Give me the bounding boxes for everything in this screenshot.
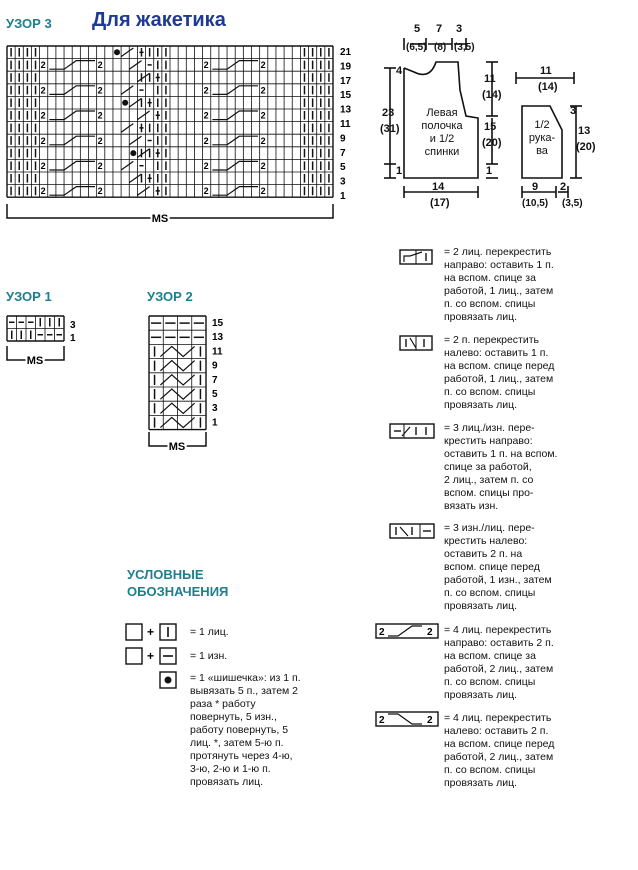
- pattern2-title: УЗОР 2: [147, 289, 193, 304]
- pattern3-row-number-9: 9: [340, 133, 346, 145]
- svg-text:2: 2: [97, 85, 103, 96]
- svg-text:2: 2: [40, 110, 46, 121]
- pattern3-ms-bracket: [7, 204, 333, 225]
- garment-schematic: [370, 18, 638, 218]
- svg-text:+: +: [147, 625, 155, 639]
- legend-symbols-right: [372, 240, 444, 740]
- pattern3-row-number-1: 1: [340, 191, 346, 202]
- pattern2-row-number-13: 13: [212, 332, 224, 344]
- sleeve-label: 1/2 рука-ва: [528, 119, 556, 157]
- svg-text:2: 2: [40, 161, 46, 171]
- pattern2-row-number-9: 9: [212, 360, 218, 372]
- svg-text:MS: MS: [26, 355, 44, 367]
- page-title: Для жакетика: [92, 9, 226, 31]
- svg-text:(3,5): (3,5): [562, 198, 583, 209]
- svg-text:5: 5: [414, 23, 421, 35]
- pattern2-row-number-5: 5: [212, 389, 218, 400]
- svg-text:2: 2: [260, 60, 266, 71]
- pattern3-row-number-7: 7: [340, 147, 346, 159]
- svg-text:2: 2: [97, 110, 103, 121]
- svg-text:14: 14: [432, 181, 445, 193]
- legend-c4r-text: = 4 лиц. перекрестить направо: оставить 2 п. на вспом. спице за работой, 2 лиц., затем п. со вспом. спицы провязать лиц.: [444, 624, 554, 701]
- pattern3-row-number-13: 13: [340, 104, 352, 116]
- svg-text:+: +: [147, 649, 155, 663]
- svg-text:2: 2: [97, 186, 103, 197]
- svg-text:(6,5): (6,5): [406, 42, 427, 53]
- svg-text:11: 11: [484, 73, 496, 85]
- svg-text:(14): (14): [538, 81, 558, 93]
- legend-c3r-text: = 3 лиц./изн. пере- крестить направо: оставить 1 п. на вспом. спице за работой, 2 лиц., затем п. со вспом. спицы про- вязать изн.: [444, 422, 558, 512]
- pattern2-row-number-1: 1: [212, 417, 218, 429]
- svg-text:2: 2: [97, 161, 103, 171]
- svg-text:2: 2: [260, 110, 266, 121]
- pattern3-row-number-17: 17: [340, 75, 352, 87]
- svg-text:2: 2: [40, 186, 46, 197]
- pattern3-row-numbers: [340, 47, 352, 202]
- svg-text:1: 1: [396, 165, 403, 177]
- svg-text:2: 2: [260, 186, 266, 197]
- svg-text:(31): (31): [380, 123, 400, 135]
- legend-c2r-text: = 2 лиц. перекрестить направо: оставить 1 п. на вспом. спице за работой, 1 лиц., затем п. со вспом. спицы провязать лиц.: [444, 246, 554, 323]
- svg-text:2: 2: [260, 135, 266, 146]
- svg-text:2: 2: [560, 181, 567, 193]
- svg-text:(17): (17): [430, 197, 450, 209]
- pattern3-row-number-21: 21: [340, 47, 352, 58]
- svg-text:(14): (14): [482, 89, 502, 101]
- svg-text:3: 3: [70, 320, 76, 331]
- pattern2-row-number-11: 11: [212, 346, 223, 358]
- svg-text:1: 1: [486, 165, 493, 177]
- pattern3-row-number-11: 11: [340, 119, 351, 130]
- svg-text:MS: MS: [168, 441, 186, 453]
- svg-text:11: 11: [540, 65, 552, 77]
- pattern3-grid: [7, 46, 333, 197]
- svg-text:4: 4: [396, 65, 403, 77]
- svg-text:2: 2: [427, 627, 433, 638]
- pattern2-row-number-7: 7: [212, 374, 218, 386]
- legend-title: УСЛОВНЫЕ ОБОЗНАЧЕНИЯ: [127, 567, 229, 599]
- svg-text:2: 2: [203, 60, 209, 71]
- svg-text:(20): (20): [482, 137, 502, 149]
- pattern3-row-number-3: 3: [340, 176, 346, 188]
- svg-text:13: 13: [578, 125, 591, 137]
- svg-text:7: 7: [436, 23, 443, 35]
- svg-text:2: 2: [40, 85, 46, 96]
- pattern1-title: УЗОР 1: [6, 289, 52, 304]
- svg-text:2: 2: [97, 135, 103, 146]
- svg-text:2: 2: [40, 60, 46, 71]
- svg-text:(20): (20): [576, 141, 596, 153]
- svg-text:(8): (8): [434, 42, 447, 53]
- legend-c4l-text: = 4 лиц. перекрестить налево: оставить 2 п. на вспом. спице перед работой, 2 лиц., затем п. со вспом. спицы провязать лиц.: [444, 712, 555, 789]
- pattern3-row-number-5: 5: [340, 162, 346, 174]
- svg-text:2: 2: [203, 135, 209, 146]
- pattern3-row-number-15: 15: [340, 90, 352, 102]
- pattern3-title: УЗОР 3: [6, 16, 52, 31]
- svg-text:2: 2: [427, 715, 433, 726]
- svg-text:2: 2: [260, 161, 266, 171]
- pattern3-ms-label: MS: [151, 213, 169, 225]
- svg-text:2: 2: [379, 627, 385, 638]
- pattern2-row-number-15: 15: [212, 318, 224, 329]
- legend-c2l-text: = 2 п. перекрестить налево: оставить 1 п. на вспом. спице перед работой, 1 лиц., затем п. со вспом. спицы провязать лиц.: [444, 334, 555, 411]
- pattern3-row-number-19: 19: [340, 61, 352, 73]
- svg-text:(3,5): (3,5): [454, 42, 475, 53]
- svg-text:3: 3: [456, 23, 463, 35]
- svg-text:2: 2: [203, 161, 209, 171]
- svg-text:(10,5): (10,5): [522, 198, 549, 209]
- svg-text:9: 9: [532, 181, 539, 193]
- legend-knit-text: = 1 лиц.: [190, 626, 229, 638]
- svg-text:23: 23: [382, 107, 395, 119]
- svg-text:3: 3: [570, 105, 577, 117]
- svg-text:2: 2: [260, 85, 266, 96]
- pattern1-chart: [0, 310, 90, 370]
- svg-text:2: 2: [97, 60, 103, 71]
- pattern2-row-number-3: 3: [212, 403, 218, 415]
- pattern3-chart: [0, 38, 370, 228]
- legend-bobble-text: = 1 «шишечка»: из 1 п. вывязать 5 п., затем 2 раза * работу повернуть, 5 изн., работу повернуть, 5 лиц. *, затем 5-ю п. протянуть через 4-ю, 3-ю, 2-ю и 1-ю п. провязать лиц.: [190, 672, 301, 788]
- svg-text:2: 2: [379, 715, 385, 726]
- body-label: Левая полочка и 1/2 спинки: [421, 107, 463, 158]
- svg-text:1: 1: [70, 333, 76, 344]
- pattern2-chart: [140, 310, 240, 460]
- legend-symbols-left: [120, 620, 200, 700]
- svg-text:15: 15: [484, 121, 497, 133]
- svg-text:2: 2: [203, 186, 209, 197]
- legend-c3l-text: = 3 изн./лиц. пере- крестить налево: оставить 2 п. на вспом. спице перед работой, 1 изн., затем п. со вспом. спицы провязать лиц.: [444, 522, 552, 612]
- legend-purl-text: = 1 изн.: [190, 650, 228, 662]
- svg-text:2: 2: [203, 110, 209, 121]
- svg-text:2: 2: [203, 85, 209, 96]
- svg-text:2: 2: [40, 135, 46, 146]
